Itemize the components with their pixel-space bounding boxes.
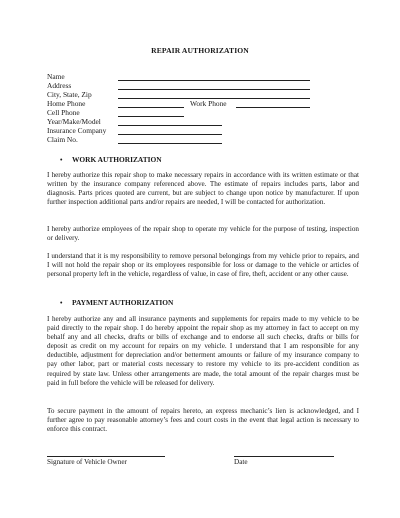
payment-authorization-heading xyxy=(60,298,173,307)
date-field[interactable] xyxy=(234,456,334,457)
name-label: Name xyxy=(47,72,65,81)
work-authorization-paragraph-2: I hereby authorize employees of the repair shop to operate my vehicle for the purpose of testing, inspection or delivery. xyxy=(47,225,359,243)
work-authorization-paragraph-3: I understand that it is my responsibility to remove personal belongings from my vehicle prior to repairs, and I will not hold the repair shop or its employees responsible for loss or damage to the vehicle or articles of personal property left in the vehicle, regardless of value, in case of fire, theft, accident or any other cause. xyxy=(47,252,359,279)
address-label: Address xyxy=(47,81,72,90)
claim-no-label: Claim No. xyxy=(47,135,78,144)
insurance-company-label: Insurance Company xyxy=(47,126,107,135)
payment-authorization-title: PAYMENT AUTHORIZATION xyxy=(72,298,174,307)
cell-phone-label: Cell Phone xyxy=(47,108,80,117)
bullet-icon: • xyxy=(60,156,63,164)
work-authorization-heading xyxy=(60,155,162,164)
bullet-icon: • xyxy=(60,299,63,307)
cell-phone-field[interactable] xyxy=(118,116,184,117)
home-phone-label: Home Phone xyxy=(47,99,86,108)
payment-authorization-paragraph-2: To secure payment in the amount of repairs hereto, an express mechanic’s lien is acknowledged, and I further agree to pay reasonable attorney’s fees and court costs in the event that legal action is necessary to enforce this contract. xyxy=(47,407,359,434)
address-field[interactable] xyxy=(118,89,310,90)
payment-authorization-paragraph-1: I hereby authorize any and all insurance payments and supplements for repairs made to my vehicle to be paid directly to the repair shop. I do hereby appoint the repair shop as my attorney in fact to accept on my behalf any and all checks, drafts or bills of exchange and to endorse all such checks, drafts or bills for deposit as credit on my account for repairs on my vehicle. I understand that I am responsible for any deductible, adjustment for depreciation and/or betterment amounts or failure of my insurance company to pay other labor, part or material costs necessary to restore my vehicle to its pre-accident condition as required by state law. Unless other arrangements are made, the total amount of the repair charges must be paid in full before the vehicle will be released for delivery. xyxy=(47,315,359,387)
work-authorization-title: WORK AUTHORIZATION xyxy=(72,155,162,164)
insurance-company-field[interactable] xyxy=(118,134,222,135)
name-field[interactable] xyxy=(118,80,310,81)
city-state-zip-label: City, State, Zip xyxy=(47,90,92,99)
year-make-model-field[interactable] xyxy=(118,125,222,126)
document-title: REPAIR AUTHORIZATION xyxy=(151,46,249,55)
work-phone-label: Work Phone xyxy=(190,99,227,108)
claim-no-field[interactable] xyxy=(118,143,222,144)
work-authorization-paragraph-1: I hereby authorize this repair shop to make necessary repairs in accordance with its written estimate or that written by the insurance company referenced above. The estimate of repairs includes parts, labor and diagnosis. Parts prices quoted are current, but are subject to change upon notice by manufacturer. If upon further inspection additional parts and/or repairs are needed, I will be contacted for authorization. xyxy=(47,171,359,207)
date-label: Date xyxy=(234,458,248,466)
year-make-model-label: Year/Make/Model xyxy=(47,117,101,126)
home-phone-field[interactable] xyxy=(118,107,184,108)
owner-signature-field[interactable] xyxy=(47,456,165,457)
work-phone-field[interactable] xyxy=(236,107,310,108)
owner-signature-label: Signature of Vehicle Owner xyxy=(47,458,127,466)
